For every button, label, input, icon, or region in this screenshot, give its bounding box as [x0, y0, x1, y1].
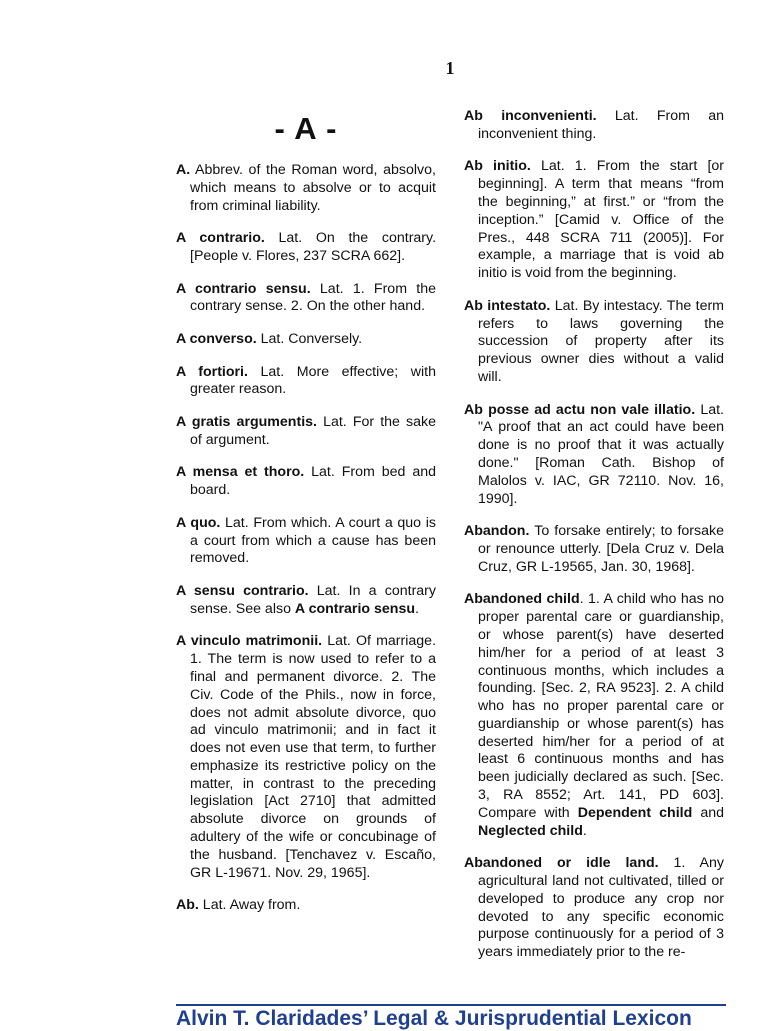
- lexicon-entry: [176, 633, 436, 882]
- footer-title: Alvin T. Claridades’ Legal & Jurisprudential Lexicon: [176, 1007, 692, 1030]
- lexicon-entry: [464, 108, 724, 144]
- entry-definition: Lat. In a contrary sense. See also: [190, 582, 436, 617]
- entry-definition: 1. Any agricultural land not cultivated, tilled or developed to produce any crop nor devoted to any specific economic purpose continuously for a period of 3 years immediately prior to the re-: [478, 855, 724, 961]
- entry-term: Ab intestato.: [464, 297, 551, 314]
- entry-term: Abandoned or idle land.: [464, 855, 659, 872]
- entry-cross-reference: Neglected child: [478, 822, 583, 839]
- lexicon-entry: [176, 583, 436, 619]
- entry-term: A contrario sensu.: [176, 280, 311, 297]
- lexicon-entry: [176, 515, 436, 568]
- entry-definition: Lat. From an inconvenient thing.: [478, 108, 724, 142]
- lexicon-entry: [176, 897, 436, 915]
- entry-definition-cont: and: [692, 804, 724, 821]
- entry-term: Ab posse ad actu non vale illatio.: [464, 401, 696, 418]
- entry-term: A gratis argumentis.: [176, 413, 317, 430]
- lexicon-entry: [464, 855, 724, 962]
- entry-definition-end: .: [582, 822, 587, 839]
- right-entries: [464, 108, 724, 962]
- entry-definition: Lat. From which. A court a quo is a court from which a cause has been removed.: [190, 514, 436, 567]
- lexicon-entry: [176, 162, 436, 215]
- lexicon-entry: [464, 298, 724, 387]
- entry-definition: Lat. Conversely.: [256, 330, 363, 347]
- entry-definition: Lat. More effective; with greater reason.: [190, 363, 436, 398]
- entry-term: Abandoned child: [464, 591, 580, 608]
- section-heading: - A -: [274, 111, 338, 146]
- entry-definition: Lat. Away from.: [198, 897, 301, 914]
- entry-term: A contrario.: [176, 230, 265, 247]
- lexicon-entry: [176, 230, 436, 266]
- entry-term: A sensu contrario.: [176, 582, 309, 599]
- lexicon-entry: [464, 591, 724, 840]
- page-number: 1: [445, 58, 455, 78]
- entry-definition: Lat. 1. From the contrary sense. 2. On the other hand.: [190, 280, 436, 315]
- lexicon-entry: [176, 414, 436, 450]
- entry-definition: Lat. On the contrary. [People v. Flores, 237 SCRA 662].: [190, 230, 437, 264]
- entry-definition: Abbrev. of the Roman word, absolvo, which means to absolve or to acquit from criminal liability.: [190, 162, 436, 214]
- lexicon-entry: [176, 331, 436, 349]
- entry-term: Ab.: [176, 897, 199, 914]
- lexicon-entry: [464, 402, 724, 509]
- right-column: [464, 108, 724, 977]
- entry-term: A quo.: [176, 514, 221, 531]
- lexicon-entry: [464, 158, 724, 283]
- entry-definition-end: .: [415, 600, 419, 617]
- lexicon-entry: [176, 464, 436, 500]
- entry-definition: Lat. 1. From the start [or beginning]. A term that means “from the beginning,” at first.” or “from the inception.” [Camid v. Office of the Pres., 448 SCRA 711 (2005)]. For example, a marriage that is void ab initio is void from the beginning.: [478, 158, 724, 282]
- entry-term: A mensa et thoro.: [176, 464, 305, 481]
- entry-term: A converso.: [176, 330, 257, 347]
- entry-definition: Lat. "A proof that an act could have been done is no proof that it was actually done." [Roman Cath. Bishop of Malolos v. IAC, GR 72110. Nov. 16, 1990].: [478, 401, 724, 507]
- entry-definition: To forsake entirely; to forsake or renounce utterly. [Dela Cruz v. Dela Cruz, GR L-19565, Jan. 30, 1968].: [478, 523, 724, 575]
- lexicon-entry: [176, 281, 436, 317]
- entry-definition: . 1. A child who has no proper parental care or guardianship, or whose parent(s) have deserted him/her for a period of at least 3 continuous months, which includes a founding. [Sec. 2, RA 9523]. 2. A child who has no proper parental care or guardianship or whose parent(s) has deserted him/her for a period of at least 6 continuous months and has been judicially declared as such. [Sec. 3, RA 8552; Art. 141, PD 603]. Compare with: [478, 591, 724, 821]
- footer-rule: [176, 1004, 726, 1006]
- entry-term: A vinculo matrimonii.: [176, 633, 323, 650]
- entry-definition: Lat. Of marriage. 1. The term is now used to refer to a final and permanent divorce. 2. The Civ. Code of the Phils., now in force, does not admit absolute divorce, quo ad vinculo matrimonii; and in fact it does not even use that term, to further emphasize its restrictive policy on the matter, in contrast to the preceding legislation [Act 2710] that admitted absolute divorce on grounds of adultery of the wife or concubinage of the husband. [Tenchavez v. Escaño, GR L-19671. Nov. 29, 1965].: [190, 633, 437, 881]
- entry-definition: Lat. By intestacy. The term refers to laws governing the succession of property after its previous owner dies without a valid will.: [478, 297, 724, 385]
- entry-definition: Lat. For the sake of argument.: [190, 413, 436, 448]
- entry-term: Ab inconvenienti.: [464, 108, 597, 124]
- lexicon-entry: [176, 364, 436, 400]
- entry-definition: Lat. From bed and board.: [190, 464, 436, 499]
- entry-cross-reference: A contrario sensu: [294, 600, 416, 617]
- lexicon-entry: [464, 523, 724, 576]
- left-column: [176, 108, 436, 930]
- entry-term: Ab initio.: [464, 158, 531, 175]
- entry-term: A fortiori.: [176, 363, 248, 380]
- entry-cross-reference: Dependent child: [577, 804, 693, 821]
- left-entries: [176, 162, 436, 915]
- entry-term: A.: [176, 162, 191, 178]
- entry-term: Abandon.: [464, 523, 530, 540]
